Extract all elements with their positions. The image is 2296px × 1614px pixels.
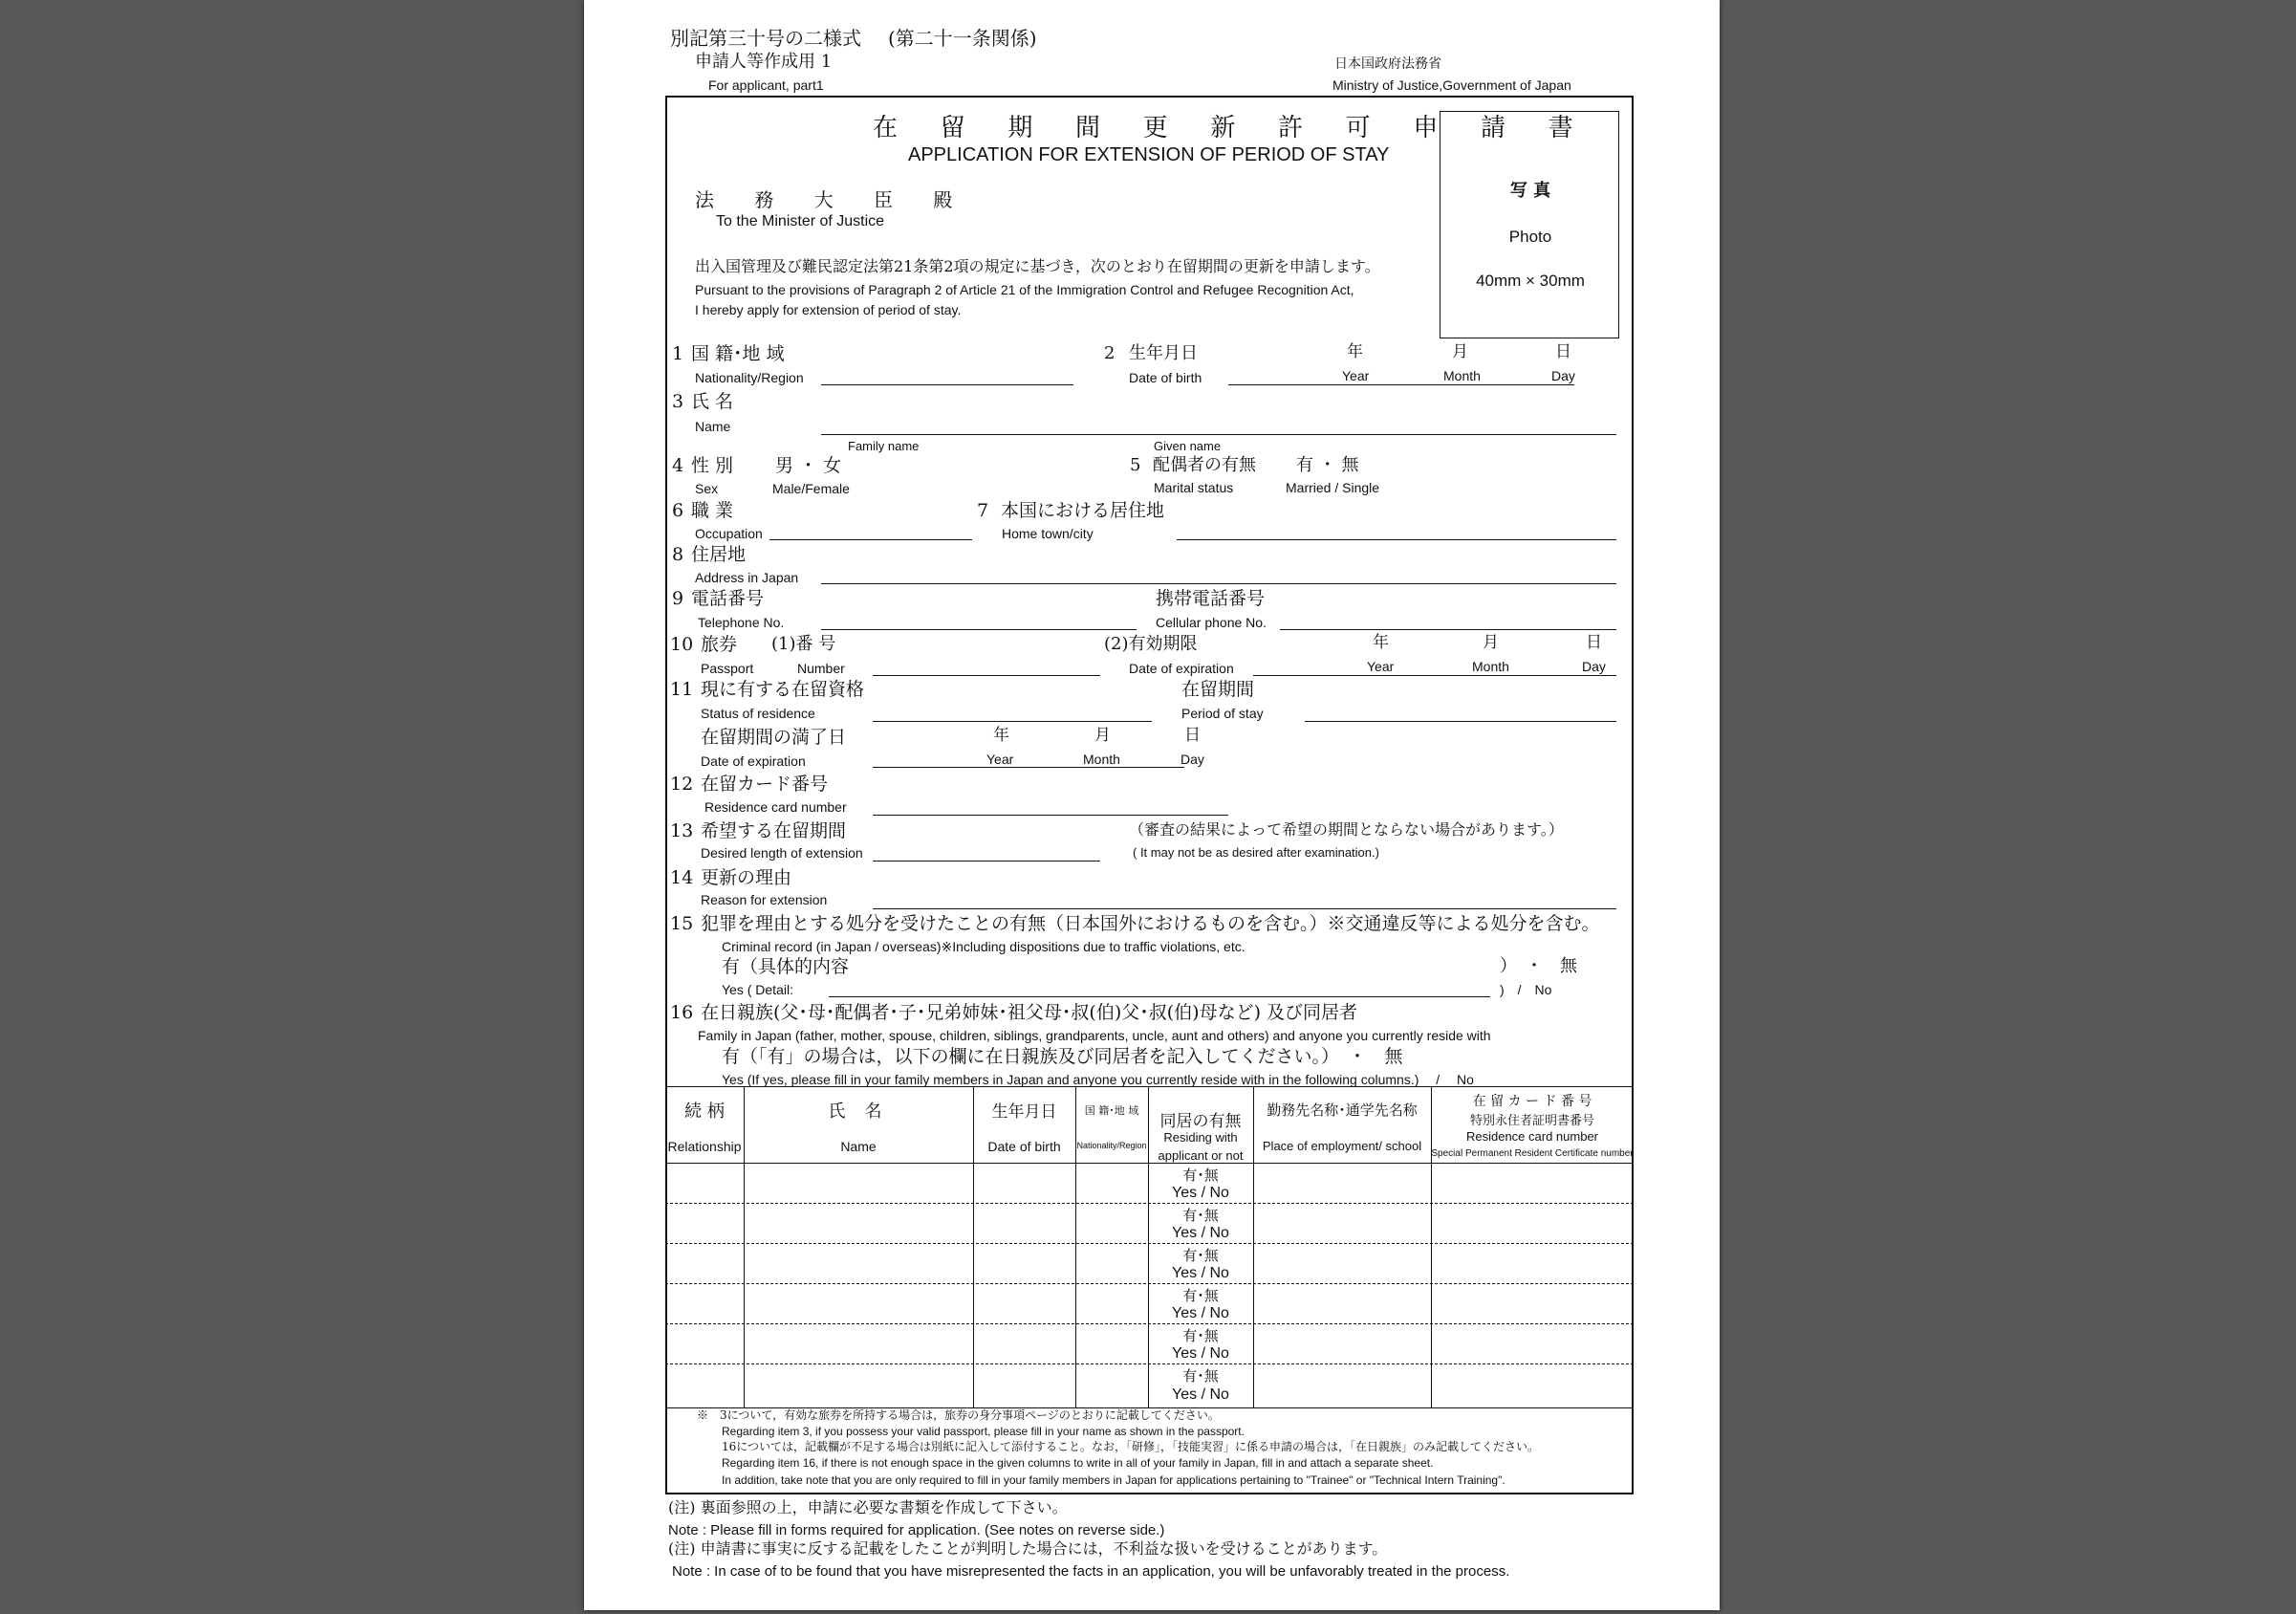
cellular-field[interactable] — [1280, 629, 1616, 630]
stay-year-jp: 年 — [993, 726, 1009, 745]
item10a-label-en: Number — [797, 661, 845, 676]
header-card-en1: Residence card number — [1465, 1129, 1599, 1144]
item2-label-jp: 生年月日 — [1129, 343, 1198, 363]
period-of-stay-field[interactable] — [1305, 721, 1616, 722]
table-row[interactable] — [665, 1164, 1634, 1203]
name-field[interactable] — [821, 434, 1616, 435]
header-card-jp2: 特別永住者証明書番号 — [1469, 1114, 1594, 1128]
item9b-label-jp: 携帯電話番号 — [1156, 588, 1266, 609]
passport-number-field[interactable] — [873, 675, 1100, 676]
marital-options-en: Married / Single — [1286, 480, 1380, 495]
item8-label-jp: 住居地 — [691, 544, 747, 565]
address-field[interactable] — [821, 583, 1616, 584]
item11c-label-en: Date of expiration — [701, 753, 806, 769]
stay-month-en: Month — [1083, 752, 1120, 767]
header-relationship-jp: 続 柄 — [684, 1101, 725, 1122]
sex-options-en: Male/Female — [772, 481, 850, 496]
note-2-jp: (注) 申請書に事実に反する記載をしたことが判明した場合には，不利益な扱いを受けることがあります。 — [668, 1539, 1388, 1558]
item13-note-en: ( It may not be as desired after examination.) — [1133, 845, 1379, 860]
nationality-field[interactable] — [821, 384, 1073, 385]
item10-label-jp: 旅券 — [701, 634, 738, 655]
passport-year-en: Year — [1367, 659, 1395, 674]
addressee-en: To the Minister of Justice — [716, 213, 885, 229]
table-row[interactable] — [665, 1324, 1634, 1363]
table-row[interactable] — [665, 1204, 1634, 1243]
passport-year-jp: 年 — [1373, 633, 1389, 652]
reside-options-en: Yes / No — [1172, 1305, 1229, 1321]
criminal-detail-field[interactable] — [829, 996, 1490, 997]
header-employment-en: Place of employment/ school — [1262, 1139, 1422, 1153]
reside-options-en: Yes / No — [1172, 1185, 1229, 1201]
header-birth-en: Date of birth — [987, 1139, 1061, 1154]
item15-label-en: Criminal record (in Japan / overseas)※Including dispositions due to traffic violations, etc. — [722, 939, 1245, 954]
item11-label-jp: 現に有する在留資格 — [701, 679, 865, 700]
item9b-label-en: Cellular phone No. — [1156, 615, 1267, 630]
item10b-label-jp: (2)有効期限 — [1104, 634, 1198, 654]
given-name-label: Given name — [1154, 439, 1222, 453]
item4-label-en: Sex — [695, 481, 719, 496]
telephone-field[interactable] — [821, 629, 1137, 630]
stay-expiration-field[interactable] — [873, 767, 1184, 768]
item1-number: 1 — [672, 343, 684, 364]
stay-month-jp: 月 — [1094, 726, 1111, 745]
item5-label-en: Marital status — [1154, 480, 1234, 495]
table-row[interactable] — [665, 1244, 1634, 1283]
item2-number: 2 — [1104, 343, 1116, 363]
footnote-5: In addition, take note that you are only required to fill in your family members in Japan for applications pertaining to "Trainee" or "Technical Intern Training". — [722, 1473, 1505, 1487]
header-reside-jp: 同居の有無 — [1159, 1112, 1242, 1131]
header-birth-jp: 生年月日 — [991, 1102, 1057, 1122]
birth-day-jp: 日 — [1555, 342, 1571, 361]
item7-label-en: Home town/city — [1002, 526, 1094, 541]
birth-date-field[interactable] — [1228, 384, 1574, 385]
footnote-3: 16については，記載欄が不足する場合は別紙に記入して添付すること。なお，「研修」，「技能実習」に係る申請の場合は，「在日親族」のみ記載してください。 — [722, 1440, 1540, 1453]
birth-month-en: Month — [1443, 368, 1481, 383]
title-jp: 在 留 期 間 更 新 許 可 申 請 書 — [873, 114, 1591, 142]
item15-label-jp: 犯罪を理由とする処分を受けたことの有無（日本国外におけるものを含む。）※交通違反等による処分を含む。 — [701, 913, 1600, 934]
item5-number: 5 — [1130, 455, 1141, 475]
item2-label-en: Date of birth — [1129, 370, 1202, 385]
footnote-4: Regarding item 16, if there is not enough space in the given columns to write in all of your family in Japan, fill in and attach a separate sheet. — [722, 1456, 1434, 1470]
item4-number: 4 — [672, 455, 684, 476]
header-reside-en2: applicant or not — [1158, 1148, 1244, 1163]
item12-label-jp: 在留カード番号 — [701, 774, 829, 795]
reside-options-jp[interactable]: 有･無 — [1182, 1167, 1219, 1184]
header-name-jp: 氏 名 — [828, 1101, 889, 1122]
header-nationality-en: Nationality/Region — [1076, 1141, 1147, 1150]
item14-number: 14 — [670, 867, 694, 888]
passport-month-en: Month — [1472, 659, 1509, 674]
note-1-en: Note : Please fill in forms required for application. (See notes on reverse side.) — [668, 1522, 1165, 1538]
item4-label-jp: 性 別 — [691, 455, 734, 476]
marital-options-jp[interactable]: 有 ・ 無 — [1296, 455, 1359, 475]
birth-year-jp: 年 — [1347, 342, 1363, 361]
criminal-yes-jp[interactable]: 有（具体的内容 — [722, 956, 850, 977]
table-top-border — [665, 1086, 1634, 1087]
item9-label-en: Telephone No. — [698, 615, 785, 630]
item8-number: 8 — [672, 544, 684, 565]
item12-number: 12 — [670, 774, 694, 795]
intro-jp: 出入国管理及び難民認定法第21条第2項の規定に基づき，次のとおり在留期間の更新を申請します。 — [695, 257, 1380, 275]
item11b-label-jp: 在留期間 — [1181, 679, 1255, 700]
item1-label-en: Nationality/Region — [695, 370, 804, 385]
title-en: APPLICATION FOR EXTENSION OF PERIOD OF STAY — [908, 144, 1390, 165]
table-row[interactable] — [665, 1364, 1634, 1407]
sex-options-jp[interactable]: 男 ・ 女 — [775, 455, 842, 476]
reside-options-jp[interactable]: 有･無 — [1182, 1287, 1219, 1304]
family-name-label: Family name — [848, 439, 920, 453]
passport-day-jp: 日 — [1586, 633, 1602, 652]
item16-number: 16 — [670, 1002, 694, 1023]
birth-month-jp: 月 — [1452, 342, 1468, 361]
home-town-field[interactable] — [1177, 539, 1616, 540]
item3-label-en: Name — [695, 419, 731, 434]
reside-options-en: Yes / No — [1172, 1265, 1229, 1281]
note-2-en: Note : In case of to be found that you have misrepresented the facts in an application, you will be unfavorably treated in the process. — [672, 1563, 1510, 1580]
item10-label-en: Passport — [701, 661, 754, 676]
footnote-1: ※ 3について，有効な旅券を所持する場合は，旅券の身分事項ページのとおりに記載してください。 — [697, 1408, 1220, 1422]
photo-label-en: Photo — [1508, 228, 1552, 246]
photo-size: 40mm × 30mm — [1476, 272, 1585, 290]
stay-day-en: Day — [1180, 752, 1204, 767]
item5-label-jp: 配偶者の有無 — [1153, 455, 1256, 475]
item11b-label-en: Period of stay — [1181, 706, 1264, 721]
item6-label-en: Occupation — [695, 526, 763, 541]
item9-number: 9 — [672, 588, 684, 609]
note-1-jp: (注) 裏面参照の上，申請に必要な書類を作成して下さい。 — [668, 1498, 1068, 1516]
reside-options-jp[interactable]: 有･無 — [1182, 1207, 1219, 1224]
passport-month-jp: 月 — [1483, 633, 1499, 652]
reason-field[interactable] — [873, 908, 1616, 909]
reside-options-jp[interactable]: 有･無 — [1182, 1327, 1219, 1344]
item11c-label-jp: 在留期間の満了日 — [701, 727, 847, 748]
form-number-article: (第二十一条関係) — [888, 27, 1037, 50]
item13-note-jp: （審査の結果によって希望の期間とならない場合があります。） — [1129, 820, 1564, 839]
desired-length-field[interactable] — [873, 861, 1100, 862]
stay-day-jp: 日 — [1184, 726, 1201, 745]
item1-label-jp: 国 籍･地 域 — [691, 343, 785, 364]
item16-label-en: Family in Japan (father, mother, spouse, children, siblings, grandparents, uncle, aunt and others) and anyone you currently reside with — [698, 1028, 1491, 1043]
reside-options-en: Yes / No — [1172, 1225, 1229, 1241]
item14-label-jp: 更新の理由 — [701, 867, 792, 888]
passport-expiration-field[interactable] — [1253, 675, 1616, 676]
item10a-label-jp: (1)番 号 — [771, 634, 836, 654]
header-card-jp: 在 留 カ ー ド 番 号 — [1472, 1094, 1592, 1109]
item3-label-jp: 氏 名 — [691, 391, 734, 412]
header-card-en2: Special Permanent Resident Certificate number — [1431, 1148, 1634, 1159]
ministry-jp: 日本国政府法務省 — [1334, 56, 1441, 72]
intro-en-1: Pursuant to the provisions of Paragraph 2 of Article 21 of the Immigration Control and Refugee Recognition Act, — [695, 282, 1354, 297]
intro-en-2: I hereby apply for extension of period of stay. — [695, 302, 962, 317]
birth-day-en: Day — [1551, 368, 1575, 383]
header-reside-en1: Residing with — [1163, 1130, 1238, 1145]
applicant-part-en: For applicant, part1 — [708, 77, 824, 93]
header-nationality-jp: 国 籍･地 域 — [1084, 1104, 1139, 1117]
footnote-2: Regarding item 3, if you possess your valid passport, please fill in your name as shown in the passport. — [722, 1425, 1245, 1438]
item16-label-jp: 在日親族(父･母･配偶者･子･兄弟姉妹･祖父母･叔(伯)父･叔(伯)母など) 及び同居者 — [701, 1002, 1358, 1023]
family-yes-jp[interactable]: 有（「有」の場合は，以下の欄に在日親族及び同居者を記入してください。） ・ 無 — [722, 1046, 1403, 1067]
item11-label-en: Status of residence — [701, 706, 815, 721]
reside-options-en: Yes / No — [1172, 1345, 1229, 1362]
item7-label-jp: 本国における居住地 — [1001, 500, 1165, 521]
photo-label-jp: 写 真 — [1509, 181, 1551, 201]
status-of-residence-field[interactable] — [873, 721, 1152, 722]
birth-year-en: Year — [1342, 368, 1370, 383]
reside-options-en: Yes / No — [1172, 1386, 1229, 1403]
item6-number: 6 — [672, 500, 684, 521]
passport-day-en: Day — [1582, 659, 1606, 674]
item15-number: 15 — [670, 913, 694, 934]
document-page — [584, 0, 1720, 1610]
criminal-yes-en: Yes ( Detail: — [722, 982, 793, 997]
family-yes-en: Yes (If yes, please fill in your family members in Japan and anyone you currently reside with in the following columns.) / No — [722, 1072, 1474, 1087]
item10-number: 10 — [670, 634, 694, 655]
item13-label-en: Desired length of extension — [701, 845, 863, 861]
item12-label-en: Residence card number — [704, 799, 847, 815]
ministry-en: Ministry of Justice,Government of Japan — [1332, 77, 1571, 93]
form-number: 別記第三十号の二様式 — [670, 27, 861, 50]
addressee-jp: 法 務 大 臣 殿 — [695, 188, 970, 211]
header-name-en: Name — [840, 1139, 877, 1154]
item3-number: 3 — [672, 391, 684, 412]
item11-number: 11 — [670, 679, 694, 700]
item10b-label-en: Date of expiration — [1129, 661, 1234, 676]
item7-number: 7 — [977, 500, 989, 521]
stay-year-en: Year — [986, 752, 1014, 767]
item8-label-en: Address in Japan — [695, 570, 799, 585]
table-row[interactable] — [665, 1284, 1634, 1323]
item14-label-en: Reason for extension — [701, 892, 828, 907]
criminal-no-jp[interactable]: ） ・ 無 — [1500, 956, 1577, 976]
item9-label-jp: 電話番号 — [691, 588, 765, 609]
occupation-field[interactable] — [769, 539, 972, 540]
header-relationship-en: Relationship — [667, 1139, 742, 1154]
reside-options-jp[interactable]: 有･無 — [1182, 1247, 1219, 1264]
photo-box[interactable] — [1440, 111, 1619, 338]
applicant-part-jp: 申請人等作成用 1 — [695, 52, 833, 72]
item13-label-jp: 希望する在留期間 — [701, 820, 847, 841]
reside-options-jp[interactable]: 有･無 — [1182, 1367, 1219, 1385]
item13-number: 13 — [670, 820, 694, 841]
header-employment-jp: 勤務先名称･通学先名称 — [1267, 1101, 1418, 1119]
item6-label-jp: 職 業 — [691, 500, 734, 521]
residence-card-field[interactable] — [873, 815, 1228, 816]
criminal-no-en: ) / No — [1500, 982, 1552, 997]
